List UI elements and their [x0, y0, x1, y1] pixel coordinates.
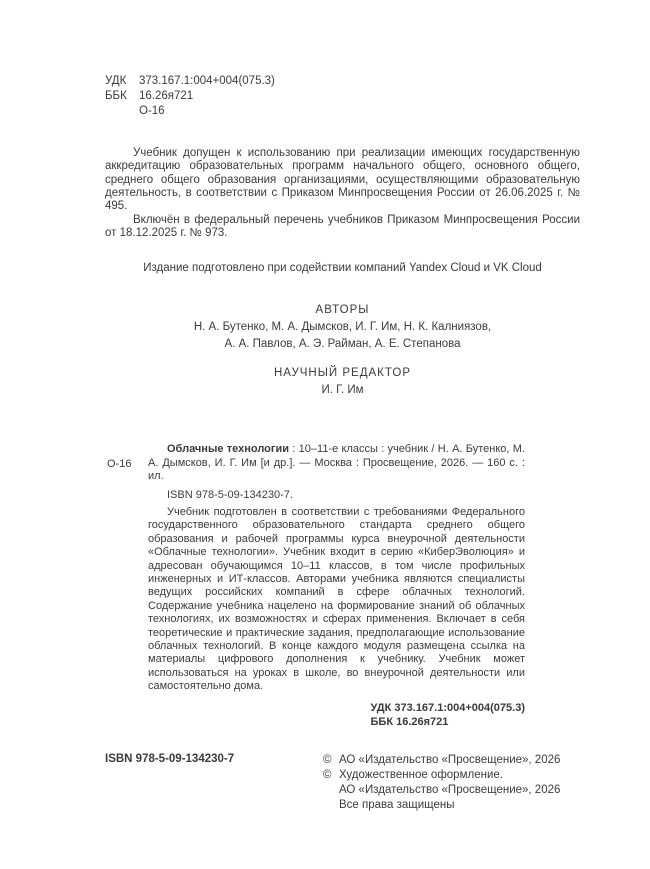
copyright-line: [323, 768, 580, 783]
catalog-card-author-code: О-16: [107, 458, 132, 471]
copyright-text: АО «Издательство «Просвещение», 2026: [339, 754, 561, 766]
classification-block: [105, 0, 580, 119]
copyright-text: Художественное оформление.: [339, 769, 503, 781]
card-udk: УДК 373.167.1:004+004(075.3): [370, 701, 525, 714]
bbk-value: 16.26я721: [139, 90, 194, 102]
udk-line: [105, 74, 580, 89]
udk-label: УДК: [105, 75, 127, 87]
bbk-line: [105, 89, 580, 104]
copyright-text: Все права защищены: [339, 799, 455, 811]
card-bbk: ББК 16.26я721: [370, 715, 449, 728]
bbk-label: ББК: [105, 90, 127, 102]
copyright-symbol: [323, 798, 339, 813]
copyright-text: АО «Издательство «Просвещение», 2026: [339, 784, 561, 796]
copyright-symbol: ©: [323, 754, 332, 766]
copyright-symbol: [323, 783, 339, 798]
approval-paragraph-2: Включён в федеральный перечень учебников Приказом Минпросвещения России от 18.12.2025 г. № 973.: [105, 213, 580, 239]
page-content: [105, 0, 580, 813]
annotation-paragraph: Учебник подготовлен в соответствии с требованиями Федерального государственного образовательного стандарта среднего общего образования и рабочей программы курса внеурочной деятельности «Облачные технологии». Учебник входит в серию «КиберЭволюция» и адресован обучающимся 10–11 классов, в том числе профильных инженерных и ИТ-классов. Авторами учебника являются специалисты ведущих российских компаний в сфере облачных технологий. Содержание учебника нацелено на формирование знаний об облачных технологиях, их возможностях и сферах применения. Включает в себя теоретические и практические задания, предполагающие использование облачных технологий. В конце каждого модуля размещена ссылка на материалы цифрового дополнения к учебнику. Учебник может использоваться на уроках в школе, во внеурочной деятельности или самостоятельно дома.: [148, 505, 525, 693]
editor-heading: НАУЧНЫЙ РЕДАКТОР: [273, 366, 411, 379]
bibliographic-description: [148, 443, 525, 483]
card-isbn-line: ISBN 978-5-09-134230-7.: [167, 488, 293, 501]
copyright-line: [323, 753, 580, 768]
authors-heading: АВТОРЫ: [315, 303, 370, 316]
authors-line-2: А. А. Павлов, А. Э. Райман, А. Е. Степанова: [224, 337, 461, 350]
support-line: Издание подготовлено при содействии компаний Yandex Cloud и VK Cloud: [143, 262, 542, 275]
approval-paragraph-1: Учебник допущен к использованию при реализации имеющих государственную аккредитацию образовательных программ начального общего, основного общего, среднего общего образования организациями, осуществляющими образовательную деятельность, в соответствии с Приказом Минпросвещения России от 26.06.2025 г. № 495.: [105, 147, 580, 213]
author-code: О-16: [139, 105, 165, 117]
udk-value: 373.167.1:004+004(075.3): [139, 75, 275, 87]
footer-isbn: ISBN 978-5-09-134230-7: [105, 753, 235, 765]
copyright-block: [323, 753, 580, 813]
footer-row: [105, 753, 580, 813]
editor-name: И. Г. Им: [321, 384, 364, 397]
copyright-symbol: ©: [323, 769, 332, 781]
bibliographic-description-rest: : 10–11-е классы : учебник / Н. А. Бутенко, М. А. Дымсков, И. Г. Им [и др.]. — Москва : Просвещение, 2026. — 160 с. : ил.: [148, 443, 525, 483]
card-classification-codes: [148, 701, 525, 729]
copyright-line: [323, 783, 580, 798]
author-code-line: [105, 104, 580, 119]
copyright-line: [323, 798, 580, 813]
authors-line-1: Н. А. Бутенко, М. А. Дымсков, И. Г. Им, Н. К. Калниязов,: [193, 320, 492, 333]
book-title: Облачные технологии: [167, 443, 289, 456]
catalog-card: [107, 443, 525, 729]
